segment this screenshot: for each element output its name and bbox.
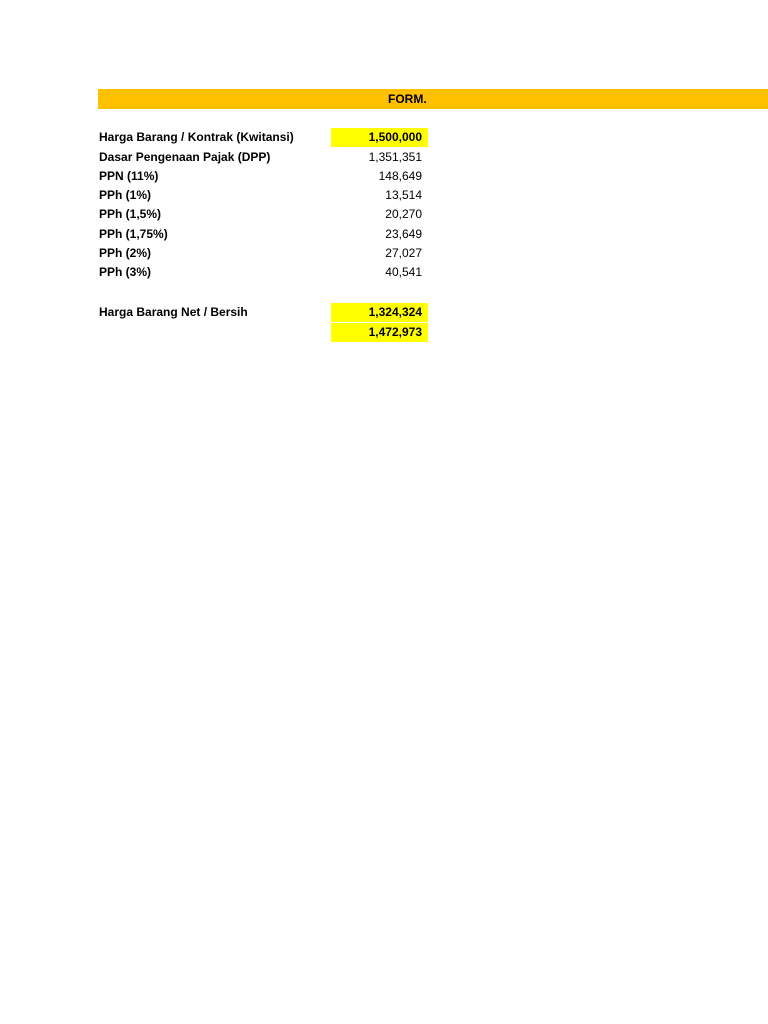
sheet-title: FORM.	[388, 92, 427, 106]
header-band	[98, 89, 768, 109]
row-value-cell[interactable]: 20,270	[385, 207, 422, 221]
row-ppn-11	[98, 167, 428, 186]
row-value-cell[interactable]: 148,649	[378, 169, 422, 183]
row-label: PPh (1,75%)	[99, 227, 168, 241]
row-pph-1-5	[98, 205, 428, 224]
row-label: PPN (11%)	[99, 169, 159, 183]
row-pph-3	[98, 263, 428, 282]
row-harga-barang	[98, 128, 428, 147]
net-value-cell[interactable]: 1,324,324	[331, 303, 428, 322]
row-pph-2	[98, 244, 428, 263]
row-value-cell[interactable]: 27,027	[385, 246, 422, 260]
row-label: Harga Barang / Kontrak (Kwitansi)	[99, 130, 294, 144]
row-label: PPh (1,5%)	[99, 207, 162, 221]
row-value-cell[interactable]: 40,541	[385, 265, 422, 279]
row-pph-1-75	[98, 225, 428, 244]
row-value-cell[interactable]: 13,514	[385, 188, 422, 202]
row-pph-1	[98, 186, 428, 205]
row-harga-net-2	[98, 323, 428, 342]
row-label: PPh (1%)	[99, 188, 152, 202]
row-dpp	[98, 148, 428, 167]
row-value-cell[interactable]: 1,351,351	[368, 150, 422, 164]
row-label: Harga Barang Net / Bersih	[99, 305, 248, 319]
net-value-cell-2[interactable]: 1,472,973	[331, 323, 428, 342]
row-value-cell[interactable]: 23,649	[385, 227, 422, 241]
row-label: PPh (2%)	[99, 246, 152, 260]
row-label: PPh (3%)	[99, 265, 152, 279]
row-harga-net	[98, 303, 428, 322]
row-label: Dasar Pengenaan Pajak (DPP)	[99, 150, 271, 164]
row-value-cell[interactable]: 1,500,000	[331, 128, 428, 147]
